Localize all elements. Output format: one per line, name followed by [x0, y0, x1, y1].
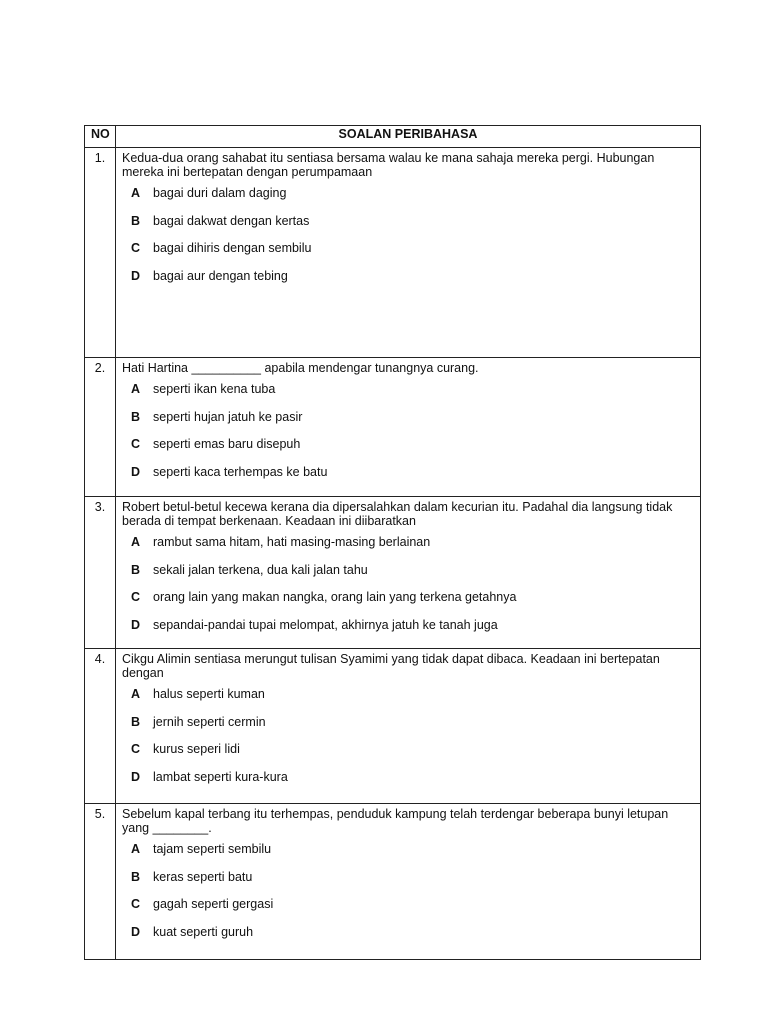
- question-row: [85, 649, 701, 804]
- header-title: SOALAN PERIBAHASA: [116, 126, 701, 148]
- option-d: [122, 770, 696, 798]
- option-text: seperti kaca terhempas ke batu: [153, 464, 328, 479]
- option-c: [122, 241, 696, 269]
- question-text: Sebelum kapal terbang itu terhempas, penduduk kampung telah terdengar beberapa bunyi letupan yang ________.: [122, 807, 669, 835]
- option-letter: C: [131, 897, 141, 911]
- option-text: bagai duri dalam daging: [153, 186, 287, 200]
- question-row: [85, 804, 701, 960]
- option-b: [122, 563, 696, 591]
- option-letter: D: [131, 464, 141, 479]
- option-list: [122, 535, 696, 645]
- question-cell: [116, 649, 701, 804]
- option-list: [122, 186, 696, 296]
- question-cell: [116, 358, 701, 497]
- option-d: [122, 465, 696, 493]
- question-text: Robert betul-betul kecewa kerana dia dipersalahkan dalam kecurian itu. Padahal dia langsung tidak berada di tempat berkenaan. Keadaan ini diibaratkan: [122, 500, 673, 528]
- option-d: [122, 925, 696, 953]
- option-c: [122, 590, 696, 618]
- option-text: sekali jalan terkena, dua kali jalan tahu: [153, 562, 368, 577]
- option-letter: A: [131, 382, 141, 396]
- question-text: Hati Hartina __________ apabila mendengar tunangnya curang.: [122, 361, 479, 375]
- option-text: seperti ikan kena tuba: [153, 382, 276, 396]
- option-text: sepandai-pandai tupai melompat, akhirnya jatuh ke tanah juga: [153, 617, 498, 632]
- option-letter: D: [131, 617, 141, 632]
- option-list: [122, 687, 696, 797]
- question-text: Kedua-dua orang sahabat itu sentiasa bersama walau ke mana sahaja mereka pergi. Hubungan mereka ini bertepatan dengan perumpamaan: [122, 151, 655, 179]
- option-text: lambat seperti kura-kura: [153, 769, 288, 784]
- question-row: [85, 497, 701, 649]
- option-b: [122, 715, 696, 743]
- header-no: NO: [85, 126, 116, 148]
- option-b: [122, 214, 696, 242]
- option-letter: B: [131, 869, 141, 884]
- question-number: 5.: [85, 804, 116, 960]
- option-letter: A: [131, 687, 141, 701]
- question-number: 4.: [85, 649, 116, 804]
- option-text: gagah seperti gergasi: [153, 897, 274, 911]
- option-letter: C: [131, 590, 141, 604]
- option-letter: A: [131, 842, 141, 856]
- option-list: [122, 382, 696, 492]
- option-letter: B: [131, 213, 141, 228]
- option-c: [122, 742, 696, 770]
- option-a: [122, 535, 696, 563]
- option-d: [122, 269, 696, 297]
- option-c: [122, 437, 696, 465]
- question-number: 2.: [85, 358, 116, 497]
- table-header-row: [85, 126, 701, 148]
- option-letter: B: [131, 714, 141, 729]
- question-row: [85, 358, 701, 497]
- option-letter: A: [131, 186, 141, 200]
- option-letter: D: [131, 924, 141, 939]
- option-letter: B: [131, 409, 141, 424]
- option-a: [122, 186, 696, 214]
- question-cell: [116, 497, 701, 649]
- option-text: bagai dihiris dengan sembilu: [153, 241, 312, 255]
- question-row: [85, 148, 701, 358]
- option-text: bagai aur dengan tebing: [153, 268, 288, 283]
- option-text: rambut sama hitam, hati masing-masing berlainan: [153, 535, 431, 549]
- option-text: keras seperti batu: [153, 869, 253, 884]
- question-number: 1.: [85, 148, 116, 358]
- question-number: 3.: [85, 497, 116, 649]
- option-text: bagai dakwat dengan kertas: [153, 213, 310, 228]
- question-cell: [116, 148, 701, 358]
- option-text: seperti emas baru disepuh: [153, 437, 301, 451]
- question-text: Cikgu Alimin sentiasa merungut tulisan Syamimi yang tidak dapat dibaca. Keadaan ini bertepatan dengan: [122, 652, 660, 680]
- option-text: orang lain yang makan nangka, orang lain yang terkena getahnya: [153, 590, 517, 604]
- option-text: halus seperti kuman: [153, 687, 265, 701]
- option-text: kuat seperti guruh: [153, 924, 254, 939]
- peribahasa-question-table: [84, 125, 701, 960]
- question-cell: [116, 804, 701, 960]
- option-text: kurus seperi lidi: [153, 742, 240, 756]
- option-letter: C: [131, 742, 141, 756]
- option-b: [122, 410, 696, 438]
- option-a: [122, 842, 696, 870]
- option-letter: A: [131, 535, 141, 549]
- option-d: [122, 618, 696, 646]
- option-list: [122, 842, 696, 952]
- option-text: jernih seperti cermin: [153, 714, 266, 729]
- option-a: [122, 687, 696, 715]
- option-b: [122, 870, 696, 898]
- option-letter: C: [131, 437, 141, 451]
- option-letter: C: [131, 241, 141, 255]
- option-letter: D: [131, 268, 141, 283]
- option-c: [122, 897, 696, 925]
- option-text: tajam seperti sembilu: [153, 842, 272, 856]
- option-text: seperti hujan jatuh ke pasir: [153, 409, 303, 424]
- option-letter: B: [131, 562, 141, 577]
- option-letter: D: [131, 769, 141, 784]
- option-a: [122, 382, 696, 410]
